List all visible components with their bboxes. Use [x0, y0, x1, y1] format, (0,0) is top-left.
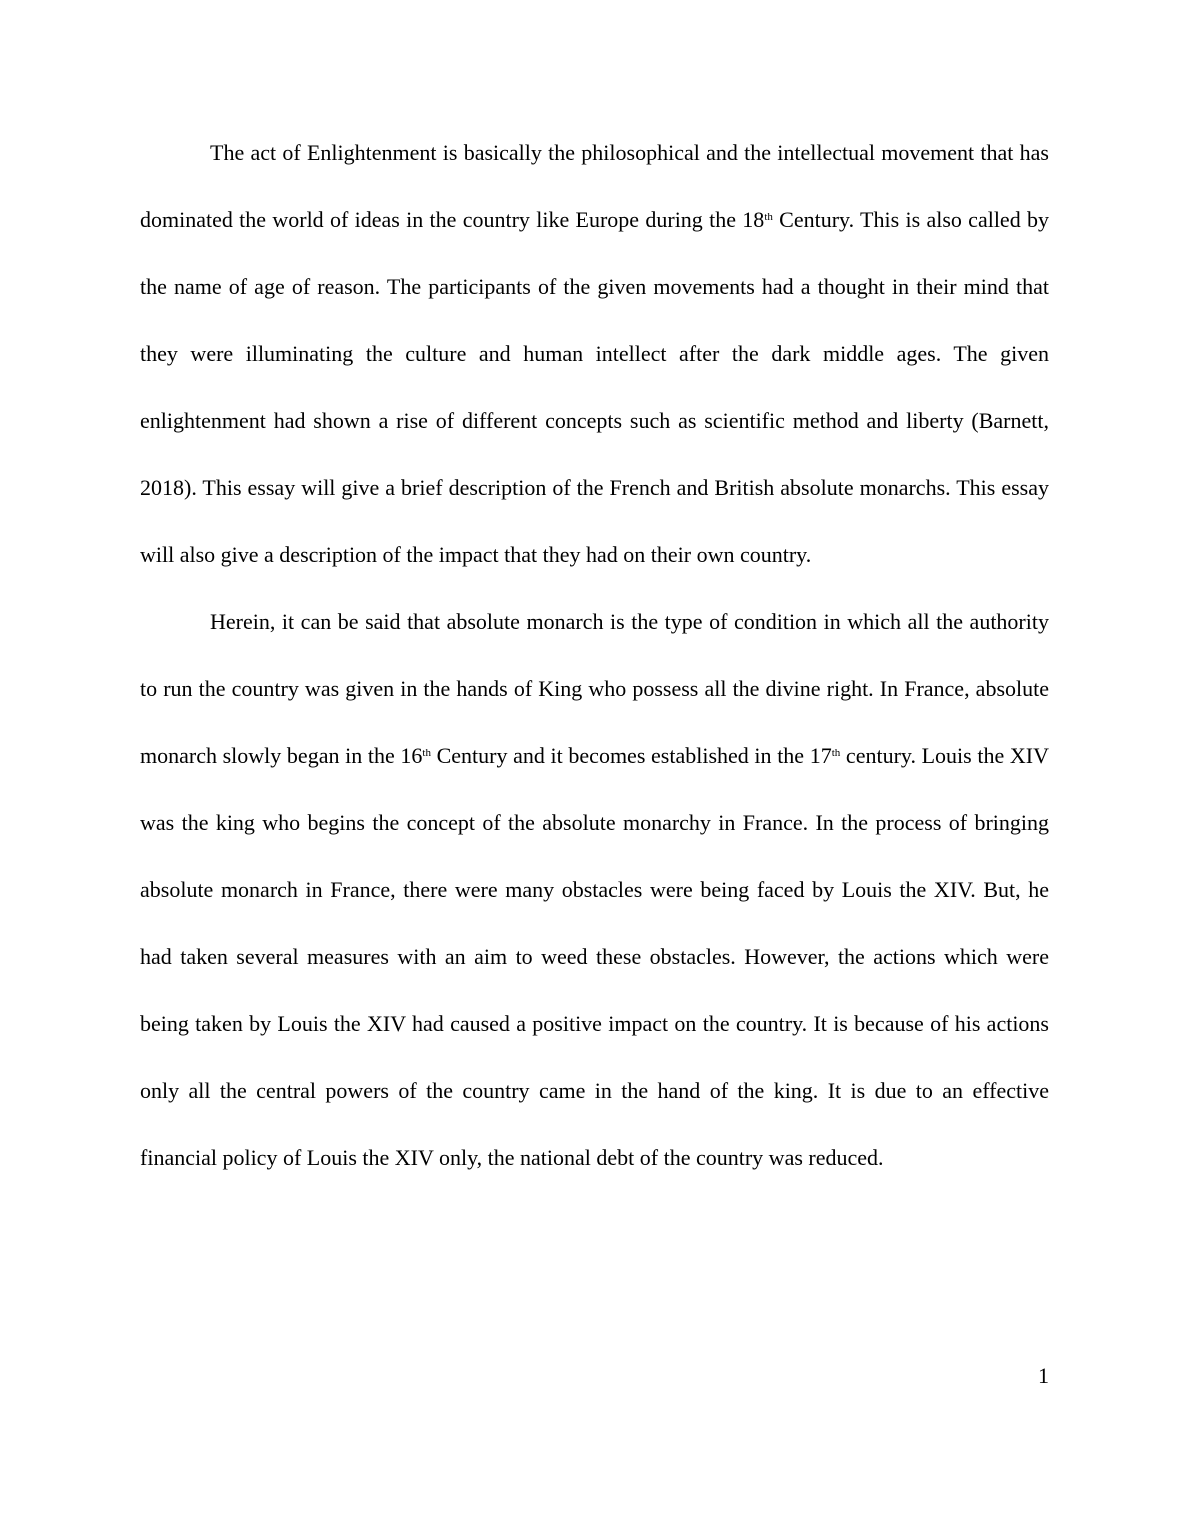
- ordinal-suffix: th: [422, 747, 431, 759]
- paragraph-1-text: The act of Enlightenment is basically the philosophical and the intellectual movement that has dominated the world of ideas in the country like Europe during the 18: [140, 140, 1049, 232]
- paragraph-2: [140, 588, 1049, 1191]
- paragraph-2-text-end: century. Louis the XIV was the king who begins the concept of the absolute monarchy in France. In the process of bringing absolute monarch in France, there were many obstacles were being faced by Louis the XIV. But, he had taken several measures with an aim to weed these obstacles. However, the actions which were being taken by Louis the XIV had caused a positive impact on the country. It is because of his actions only all the central powers of the country came in the hand of the king. It is due to an effective financial policy of Louis the XIV only, the national debt of the country was reduced.: [140, 743, 1049, 1170]
- ordinal-suffix: th: [831, 747, 841, 759]
- paragraph-2-text: Herein, it can be said that absolute monarch is the type of condition in which all the authority to run the country was given in the hands of King who possess all the divine right. In France, absolute monarch slowly began in the 16: [140, 609, 1049, 768]
- page-number: 1: [1038, 1363, 1049, 1388]
- paragraph-1-text-continued: Century. This is also called by the name of age of reason. The participants of the given movements had a thought in their mind that they were illuminating the culture and human intellect after the dark middle ages. The given enlightenment had shown a rise of different concepts such as scientific method and liberty (Barnett, 2018). This essay will give a brief description of the French and British absolute monarchs. This essay will also give a description of the impact that they had on their own country.: [140, 207, 1050, 567]
- ordinal-suffix: th: [764, 211, 773, 223]
- body-text: [140, 119, 1049, 1191]
- paragraph-2-text-continued: Century and it becomes established in the 17: [430, 743, 832, 768]
- paragraph-1: [140, 119, 1049, 588]
